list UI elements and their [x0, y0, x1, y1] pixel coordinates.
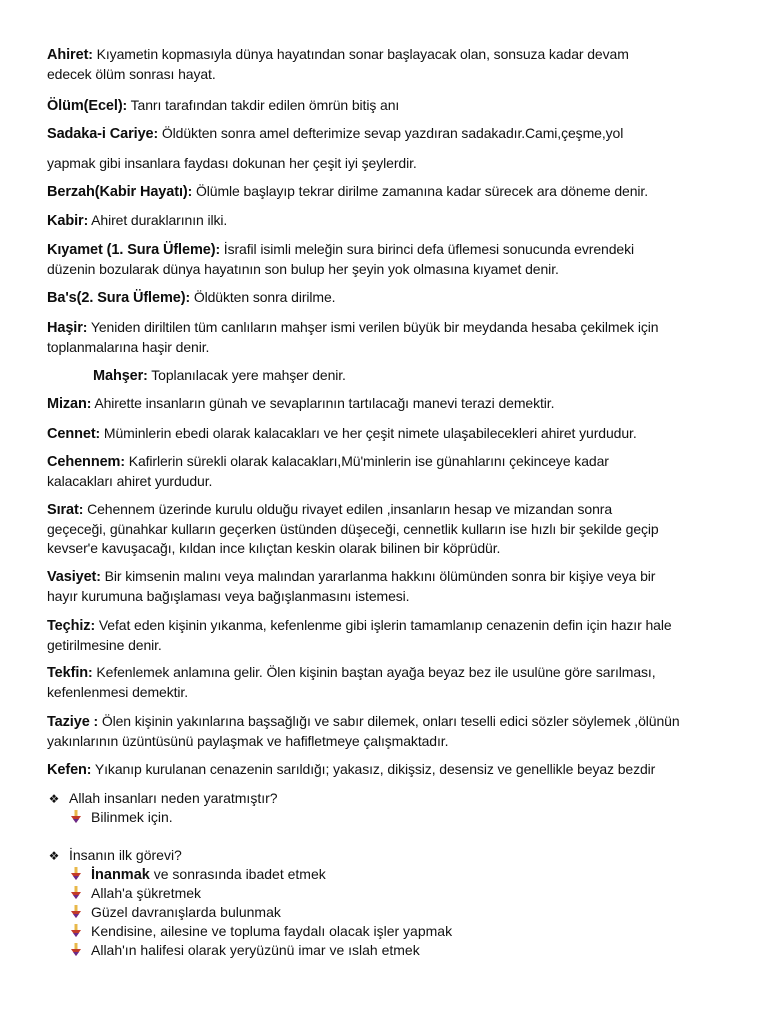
glossary-entry-kabir: Kabir: Ahiret duraklarının ilki.	[47, 212, 228, 229]
glossary-entry-mizan: Mizan: Ahirette insanların günah ve sevaplarının tartılacağı manevi terazi demektir.	[47, 395, 555, 412]
definition: Bir kimsenin malını veya malından yararlanma hakkını ölümünden sonra bir kişiye veya bir	[104, 568, 656, 584]
question-text: Allah insanları neden yaratmıştır?	[69, 790, 278, 806]
glossary-entry-mahser: Mahşer: Toplanılacak yere mahşer denir.	[93, 367, 346, 384]
term: Ba's(2. Sura Üfleme)	[47, 290, 186, 306]
definition: Ölümle başlayıp tekrar dirilme zamanına kadar sürecek ara döneme denir.	[195, 183, 648, 199]
question-item	[47, 789, 278, 809]
term: Berzah(Kabir Hayatı)	[47, 184, 188, 200]
definition: Kefenlemek anlamına gelir. Ölen kişinin baştan ayağa beyaz bez ile usulüne göre sarılması,	[96, 664, 656, 680]
definition: toplanmalarına haşir denir.	[47, 339, 210, 355]
term: Teçhiz	[47, 618, 91, 634]
definition: Yeniden diriltilen tüm canlıların mahşer ismi verilen büyük bir meydanda hesaba çekilmek için	[90, 319, 659, 335]
glossary-entry-ahiret: Ahiret: Kıyametin kopmasıyla dünya hayatından sonar başlayacak olan, sonsuza kadar devam edecek ölüm sonrası hayat.	[47, 45, 727, 84]
term: Taziye	[47, 714, 90, 730]
definition: Ölen kişinin yakınlarına başsağlığı ve sabır dilemek, onları teselli edici sözler söylemek ,ölünün	[101, 713, 680, 729]
definition: Müminlerin ebedi olarak kalacakları ve her çeşit nimete ulaşabilecekleri ahiret yurdudur.	[103, 425, 637, 441]
definition: Yıkanıp kurulanan cenazenin sarıldığı; yakasız, dikişsiz, desensiz ve genellikle beyaz bezdir	[94, 761, 656, 777]
answer-text: Güzel davranışlarda bulunmak	[91, 904, 281, 920]
definition: Ahirette insanların günah ve sevaplarının tartılacağı manevi terazi demektir.	[94, 395, 555, 411]
term: Ölüm(Ecel)	[47, 98, 123, 114]
arrow-down-bullet-icon	[71, 867, 81, 881]
term: Kefen	[47, 762, 87, 778]
arrow-down-bullet-icon	[71, 905, 81, 919]
definition: Kafirlerin sürekli olarak kalacakları,Mü'minlerin ise günahlarını çekinceye kadar	[128, 453, 609, 469]
glossary-entry-berzah: Berzah(Kabir Hayatı): Ölümle başlayıp tekrar dirilme zamanına kadar sürecek ara döneme denir.	[47, 183, 648, 200]
answer-item	[71, 922, 452, 942]
glossary-entry-kiyamet: Kıyamet (1. Sura Üfleme): İsrafil isimli meleğin sura birinci defa üflemesi sonucunda evrendeki düzenin bozularak dünya hayatının son bulup her şeyin yok olmasına kıyamet denir.	[47, 240, 727, 279]
diamond-bullet-icon: ❖	[48, 849, 60, 863]
glossary-entry-cehennem: Cehennem: Kafirlerin sürekli olarak kalacakları,Mü'minlerin ise günahlarını çekinceye kadar kalacakları ahiret yurdudur.	[47, 452, 727, 491]
glossary-entry-sirat: Sırat: Cehennem üzerinde kurulu olduğu rivayet edilen ,insanların hesap ve mizandan sonra geçeceği, günahkar kulların geçerken üstünden düşeceği, cennetlik kulların ise hızlı bir şekilde geçip kevser'e kavuşacağı, kıldan ince kılıçtan keskin olarak bilinen bir köprüdür.	[47, 500, 727, 558]
definition: Cehennem üzerinde kurulu olduğu rivayet edilen ,insanların hesap ve mizandan sonra	[87, 501, 613, 517]
diamond-bullet-icon: ❖	[48, 792, 60, 806]
question-item	[47, 846, 182, 866]
definition: yakınlarının üzüntüsünü paylaşmak ve hafifletmeye çalışmaktadır.	[47, 733, 449, 749]
glossary-entry-taziye: Taziye : Ölen kişinin yakınlarına başsağlığı ve sabır dilemek, onları teselli edici sözler söylemek ,ölünün yakınlarının üzüntüsünü paylaşmak ve hafifletmeye çalışmaktadır.	[47, 712, 727, 751]
answer-item	[71, 884, 201, 904]
glossary-entry-kefen: Kefen: Yıkanıp kurulanan cenazenin sarıldığı; yakasız, dikişsiz, desensiz ve genellikle beyaz bezdir	[47, 761, 656, 778]
glossary-entry-hasir: Haşir: Yeniden diriltilen tüm canlıların mahşer ismi verilen büyük bir meydanda hesaba çekilmek için toplanmalarına haşir denir.	[47, 318, 727, 357]
definition: Kıyametin kopmasıyla dünya hayatından sonar başlayacak olan, sonsuza kadar devam	[96, 46, 629, 62]
definition: Öldükten sonra dirilme.	[193, 289, 336, 305]
glossary-entry-vasiyet: Vasiyet: Bir kimsenin malını veya malından yararlanma hakkını ölümünden sonra bir kişiye veya bir hayır kurumuna bağışlaması veya bağışlanmasını istemesi.	[47, 567, 727, 606]
term: Cehennem	[47, 454, 121, 470]
definition: İsrafil isimli meleğin sura birinci defa üflemesi sonucunda evrendeki	[223, 241, 634, 257]
term: Mahşer	[93, 368, 144, 384]
glossary-entry-cennet: Cennet: Müminlerin ebedi olarak kalacakları ve her çeşit nimete ulaşabilecekleri ahiret yurdudur.	[47, 425, 637, 442]
term: Kıyamet (1. Sura Üfleme)	[47, 242, 216, 258]
answer-item	[71, 941, 420, 961]
glossary-entry-bas: Ba's(2. Sura Üfleme): Öldükten sonra dirilme.	[47, 289, 336, 306]
answer-bold: İnanmak	[91, 867, 150, 883]
definition: kalacakları ahiret yurdudur.	[47, 473, 213, 489]
term: Ahiret	[47, 47, 89, 63]
term: Haşir	[47, 320, 83, 336]
definition: kefenlenmesi demektir.	[47, 684, 188, 700]
definition: yapmak gibi insanlara faydası dokunan her çeşit iyi şeylerdir.	[47, 155, 417, 171]
term: Cennet	[47, 426, 96, 442]
glossary-entry-techiz: Teçhiz: Vefat eden kişinin yıkanma, kefenlenme gibi işlerin tamamlanıp cenazenin defin için hazır hale getirilmesine denir.	[47, 616, 727, 655]
definition: getirilmesine denir.	[47, 637, 162, 653]
definition: geçeceği, günahkar kulların geçerken üstünden düşeceği, cennetlik kulların ise hızlı bir şekilde geçip	[47, 521, 659, 537]
term: Sadaka-i Cariye	[47, 126, 154, 142]
term: Tekfin	[47, 665, 89, 681]
glossary-entry-tekfin: Tekfin: Kefenlemek anlamına gelir. Ölen kişinin baştan ayağa beyaz bez ile usulüne göre sarılması, kefenlenmesi demektir.	[47, 663, 727, 702]
answer-item	[71, 808, 173, 828]
arrow-down-bullet-icon	[71, 886, 81, 900]
term: Vasiyet	[47, 569, 97, 585]
definition: Toplanılacak yere mahşer denir.	[151, 367, 346, 383]
definition: Ahiret duraklarının ilki.	[91, 212, 228, 228]
answer-text: Kendisine, ailesine ve topluma faydalı olacak işler yapmak	[91, 923, 453, 939]
arrow-down-bullet-icon	[71, 810, 81, 824]
definition: Öldükten sonra amel defterimize sevap yazdıran sadakadır.Cami,çeşme,yol	[161, 125, 624, 141]
arrow-down-bullet-icon	[71, 924, 81, 938]
arrow-down-bullet-icon	[71, 943, 81, 957]
glossary-entry-olum: Ölüm(Ecel): Tanrı tarafından takdir edilen ömrün bitiş anı	[47, 97, 400, 114]
glossary-entry-sadaka: Sadaka-i Cariye: Öldükten sonra amel defterimize sevap yazdıran sadakadır.Cami,çeşme,yol yapmak gibi insanlara faydası dokunan her çeşit iyi şeylerdir.	[47, 124, 727, 173]
answer-text: Allah'ın halifesi olarak yeryüzünü imar ve ıslah etmek	[91, 942, 420, 958]
answer-text: Bilinmek için.	[91, 809, 173, 825]
answer-text: Allah'a şükretmek	[91, 885, 202, 901]
definition: hayır kurumuna bağışlaması veya bağışlanmasını istemesi.	[47, 588, 410, 604]
definition: Tanrı tarafından takdir edilen ömrün bitiş anı	[130, 97, 400, 113]
answer-item	[71, 865, 326, 885]
question-text: İnsanın ilk görevi?	[69, 847, 182, 863]
definition: edecek ölüm sonrası hayat.	[47, 66, 216, 82]
term: Mizan	[47, 396, 87, 412]
answer-text: ve sonrasında ibadet etmek	[149, 866, 326, 882]
term: Sırat	[47, 502, 79, 518]
definition: Vefat eden kişinin yıkanma, kefenlenme gibi işlerin tamamlanıp cenazenin defin için hazır hale	[98, 617, 672, 633]
answer-item	[71, 903, 281, 923]
definition: düzenin bozularak dünya hayatının son bulup her şeyin yok olmasına kıyamet denir.	[47, 261, 559, 277]
term: Kabir	[47, 213, 84, 229]
definition: kevser'e kavuşacağı, kıldan ince kılıçtan keskin olarak bilinen bir köprüdür.	[47, 540, 501, 556]
